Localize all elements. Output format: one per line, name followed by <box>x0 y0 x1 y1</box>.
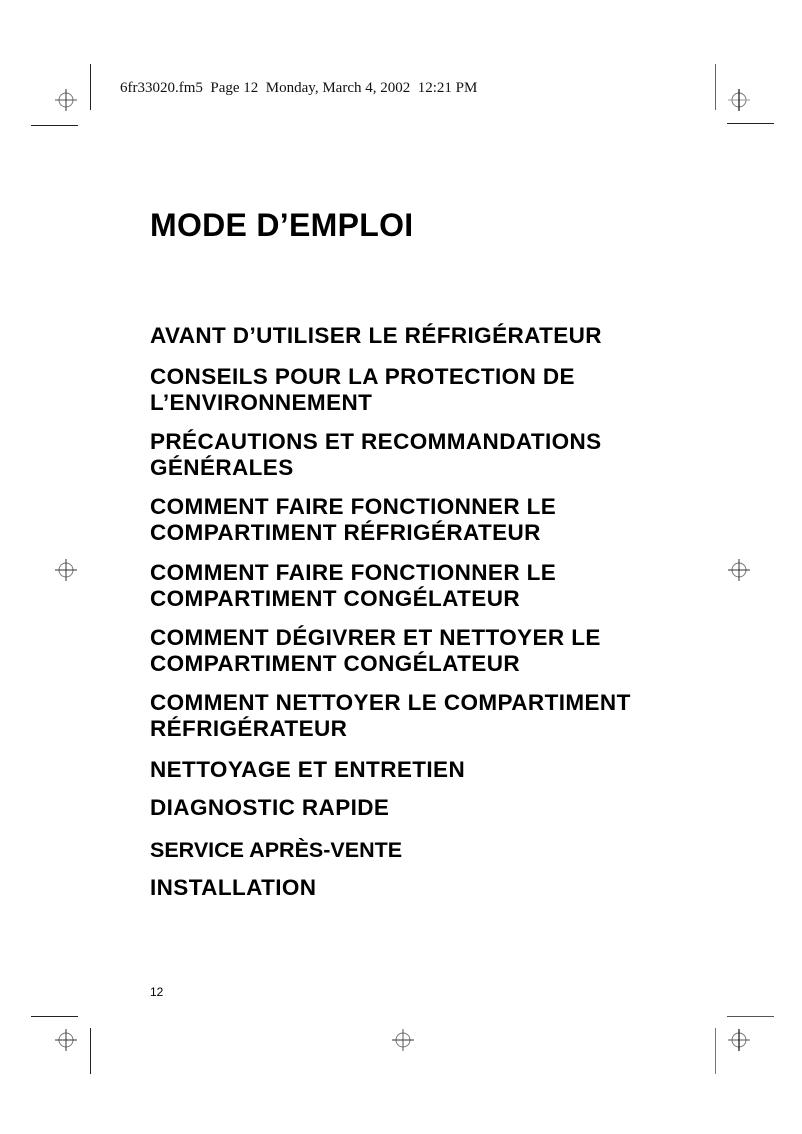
registration-target-icon <box>55 559 77 581</box>
toc-line: RÉFRIGÉRATEUR <box>150 716 348 741</box>
toc-item-precautions <box>150 429 602 481</box>
toc-line: L’ENVIRONNEMENT <box>150 390 373 415</box>
toc-item-nettoyage-entretien <box>150 757 465 783</box>
toc-item-installation <box>150 875 316 901</box>
toc-line: COMMENT FAIRE FONCTIONNER LE <box>150 494 557 519</box>
crop-mark-top-right-horizontal <box>727 123 774 124</box>
toc-line: PRÉCAUTIONS ET RECOMMANDATIONS <box>150 429 602 454</box>
registration-target-icon <box>55 89 77 111</box>
crop-mark-bottom-right-vertical <box>715 1028 716 1074</box>
toc-line: AVANT D’UTILISER LE RÉFRIGÉRATEUR <box>150 323 602 348</box>
print-slug-header: 6fr33020.fm5 Page 12 Monday, March 4, 2002 12:21 PM <box>120 80 478 96</box>
registration-target-icon <box>392 1029 414 1051</box>
toc-item-diagnostic-rapide <box>150 795 389 821</box>
toc-line: COMPARTIMENT RÉFRIGÉRATEUR <box>150 520 541 545</box>
toc-item-nettoyer-refrigerateur <box>150 690 631 742</box>
toc-item-degivrer-congelateur <box>150 625 601 677</box>
toc-item-service-apres-vente <box>150 837 402 863</box>
registration-target-icon <box>55 1029 77 1051</box>
registration-target-icon <box>728 89 750 111</box>
toc-line: COMPARTIMENT CONGÉLATEUR <box>150 651 520 676</box>
toc-line: DIAGNOSTIC RAPIDE <box>150 795 390 820</box>
toc-line: GÉNÉRALES <box>150 455 294 480</box>
toc-line: COMPARTIMENT CONGÉLATEUR <box>150 586 520 611</box>
page-number: 12 <box>150 985 164 999</box>
toc-item-fonctionner-refrigerateur <box>150 494 556 546</box>
toc-line: COMMENT NETTOYER LE COMPARTIMENT <box>150 690 631 715</box>
toc-line: CONSEILS POUR LA PROTECTION DE <box>150 364 575 389</box>
registration-target-icon <box>728 1029 750 1051</box>
crop-mark-top-right-vertical <box>715 64 716 110</box>
toc-item-avant-utiliser <box>150 323 602 349</box>
crop-mark-top-left-horizontal <box>31 125 78 126</box>
toc-item-fonctionner-congelateur <box>150 560 556 612</box>
crop-mark-bottom-left-horizontal <box>31 1016 78 1017</box>
crop-mark-bottom-right-horizontal <box>727 1016 774 1017</box>
toc-item-conseils-environnement <box>150 364 575 416</box>
crop-mark-top-left-vertical <box>90 64 91 110</box>
toc-line: COMMENT DÉGIVRER ET NETTOYER LE <box>150 625 601 650</box>
toc-line: NETTOYAGE ET ENTRETIEN <box>150 757 466 782</box>
toc-line: INSTALLATION <box>150 875 317 900</box>
crop-mark-bottom-left-vertical <box>90 1028 91 1074</box>
toc-line: COMMENT FAIRE FONCTIONNER LE <box>150 560 557 585</box>
registration-target-icon <box>728 559 750 581</box>
toc-line: SERVICE APRÈS-VENTE <box>150 838 403 862</box>
page-title: MODE D’EMPLOI <box>150 207 414 243</box>
